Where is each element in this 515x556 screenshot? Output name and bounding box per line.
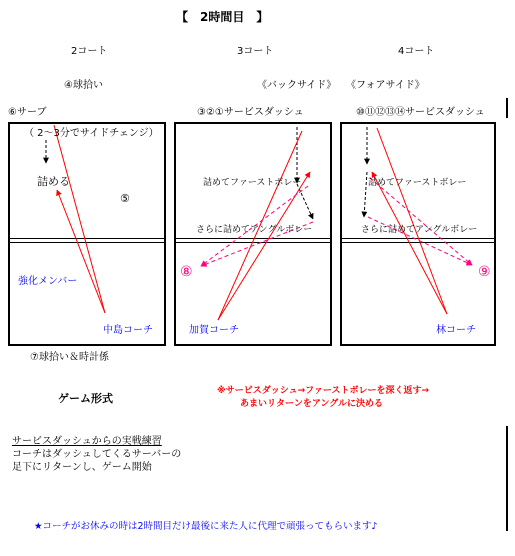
court4-header: 4コート: [398, 46, 435, 57]
court4-arrows: [364, 127, 472, 314]
red-note-line1: ※サービスダッシュ→ファーストボレーを深く返す→: [217, 386, 430, 396]
court2-num5: ⑤: [120, 192, 130, 205]
page-title: 【 2時間目 】: [176, 10, 269, 24]
court4-first-volley-label: 詰めてファーストボレー: [368, 178, 467, 188]
court3-angle-volley-label: さらに詰めてアングルボレー: [196, 225, 313, 235]
court3-service-dash-label: ③②①サービスダッシュ: [197, 107, 304, 118]
court3-backside-label: 《バックサイド》: [257, 80, 337, 91]
court3-coach-label: 加賀コーチ: [189, 325, 239, 336]
footer-note: ★コーチがお休みの時は2時間目だけ最後に来た人に代理で頑張ってもらいます♪: [34, 521, 378, 532]
court4-coach-label: 林コーチ: [436, 325, 476, 336]
court4-num9: ⑨: [478, 264, 491, 280]
court2-serve-label: ⑥サーブ: [8, 107, 47, 118]
court4-service-dash-label: ⑩⑪⑫⑬⑭サービスダッシュ: [356, 107, 485, 118]
court2-coach-label: 中島コーチ: [103, 325, 153, 336]
practice-heading: サービスダッシュからの実戦練習: [12, 436, 162, 447]
court2-ball-pickup: ④球拾い: [64, 80, 103, 91]
court2-tsumeru-label: 詰める: [37, 175, 70, 188]
court3-header: 3コート: [237, 46, 274, 57]
court2-ball-pickup-timer: ⑦球拾い＆時計係: [30, 352, 109, 363]
court3-first-volley-label: 詰めてファーストボレー: [203, 178, 302, 188]
red-note-line2: あまいリターンをアングルに決める: [240, 399, 384, 409]
game-format-heading: ゲーム形式: [58, 392, 113, 405]
court2-member-label: 強化メンバー: [18, 276, 78, 287]
practice-line2: 足下にリターンし、ゲーム開始: [12, 462, 152, 473]
court4-angle-volley-label: さらに詰めてアングルボレー: [361, 225, 478, 235]
court2-side-change-note: （ 2～3分でサイドチェンジ）: [24, 128, 159, 139]
practice-line1: コーチはダッシュしてくるサーバーの: [12, 449, 182, 460]
court3-num8: ⑧: [180, 264, 193, 280]
court2-header: 2コート: [71, 46, 108, 57]
court4-foreside-label: 《フォアサイド》: [346, 80, 425, 91]
